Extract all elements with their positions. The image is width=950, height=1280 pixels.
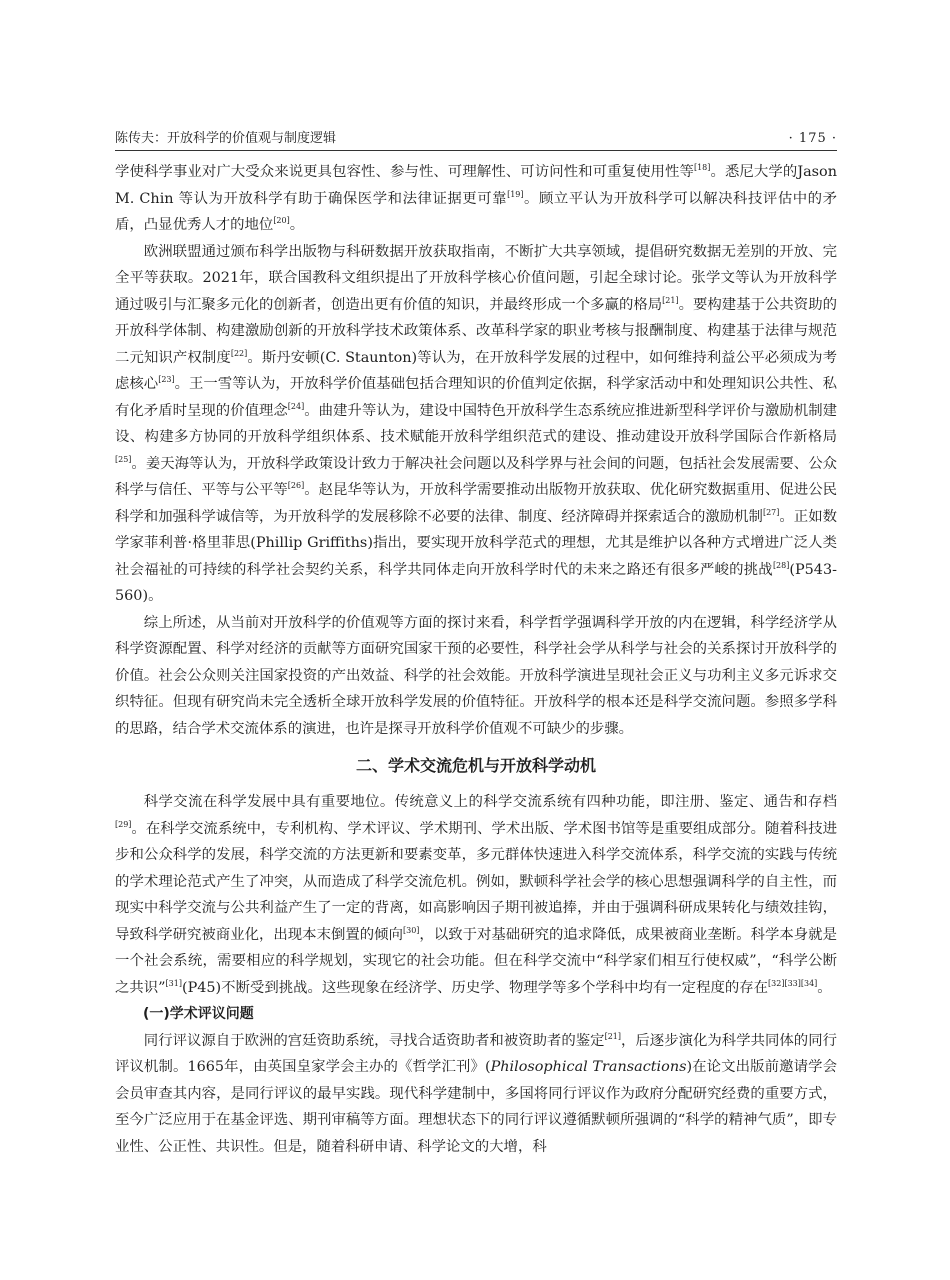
citation: [30]	[402, 925, 420, 935]
citation: [31]	[165, 978, 182, 988]
citation: [23]	[158, 375, 175, 385]
paragraph-4: 科学交流在科学发展中具有重要地位。传统意义上的科学交流系统有四种功能，即注册、鉴定、通告和存档[29]。在科学交流系统中，专利机构、学术评议、学术期刊、学术出版、学术图书馆等是重要组成部分。随着科技进步和公众科学的发展，科学交流的方法更新和要素变革，多元群体快速进入科学交流体系，科学交流的实践与传统的学术理论范式产生了冲突，从而造成了科学交流危机。例如，默顿科学社会学的核心思想强调科学的自主性，而现实中科学交流与公共利益产生了一定的背离，如高影响因子期刊被追捧，并由于强调科研成果转化与绩效挂钩，导致科学研究被商业化，出现本末倒置的倾向[30]，以致于对基础研究的追求降低，成果被商业垄断。科学本身就是一个社会系统，需要相应的科学规划，实现它的社会功能。但在科学交流中“科学家们相互行使权威”，“科学公断之共识”[31](P45)不断受到挑战。这些现象在经济学、历史学、物理学等多个学科中均有一定程度的存在[32][33][34]。	[115, 794, 837, 996]
citation: [24]	[287, 401, 305, 411]
section-heading: 二、学术交流危机与开放科学动机	[355, 756, 596, 775]
citation: [28]	[772, 560, 790, 570]
citation: [21]	[604, 1031, 621, 1041]
citation: [22]	[230, 348, 248, 358]
paragraph-2: 欧洲联盟通过颁布科学出版物与科研数据开放获取指南，不断扩大共享领域，提倡研究数据无差别的开放、完全平等获取。2021年，联合国教科文组织提出了开放科学核心价值问题，引起全球讨论。张学文等认为开放科学通过吸引与汇聚多元化的创新者，创造出更有价值的知识，并最终形成一个多赢的格局[21]。要构建基于公共资助的开放科学体制、构建激励创新的开放科学技术政策体系、改革科学家的职业考核与报酬制度、构建基于法律与规范二元知识产权制度[22]。斯丹安顿(C. Staunton)等认为，在开放科学发展的过程中，如何维持利益公平必须成为考虑核心[23]。王一雪等认为，开放科学价值基础包括合理知识的价值判定依据，科学家活动中和处理知识公共性、私有化矛盾时呈现的价值理念[24]。曲建升等认为，建设中国特色开放科学生态系统应推进新型科学评价与激励机制建设、构建多方协同的开放科学组织体系、技术赋能开放科学组织范式的建设、推动建设开放科学国际合作新格局[25]。姜天海等认为，开放科学政策设计致力于解决社会问题以及科学界与社会间的问题，包括社会发展需要、公众科学与信任、平等与公平等[26]。赵昆华等认为，开放科学需要推动出版物开放获取、优化研究数据重用、促进公民科学和加强科学诚信等，为开放科学的发展移除不必要的法律、制度、经济障碍并探索适合的激励机制[27]。正如数学家菲利普·格里菲思(Phillip Griffiths)指出，要实现开放科学范式的理想，尤其是维护以各种方式增进广泛人类社会福祉的可持续的科学社会契约关系，科学共同体走向开放科学时代的未来之路还有很多严峻的挑战[28](P543-560)。	[115, 243, 837, 604]
paragraph-5: 同行评议源自于欧洲的宫廷资助系统，寻找合适资助者和被资助者的鉴定[21]，后逐步演化为科学共同体的同行评议机制。1665年，由英国皇家学会主办的《哲学汇刊》(Philosophical Transactions)在论文出版前邀请学会会员审查其内容，是同行评议的最早实践。现代科学建制中，多国将同行评议作为政府分配研究经费的重要方式，至今广泛应用于在基金评选、期刊审稿等方面。理想状态下的同行评议遵循默顿所强调的“科学的精神气质”，即专业性、公正性、共识性。但是，随着科研申请、科学论文的大增，科	[115, 1031, 837, 1155]
page-number: · 175 ·	[788, 131, 837, 146]
citation: [29]	[115, 819, 132, 829]
subsection-heading: (一)学术评议问题	[143, 1006, 254, 1022]
citation: [20]	[273, 216, 290, 226]
journal-title: Philosophical Transactions	[490, 1059, 687, 1075]
citation: [18]	[693, 163, 711, 173]
citation: [19]	[507, 189, 524, 199]
citation: [32][33][34]	[768, 978, 818, 988]
article-body	[115, 159, 837, 1160]
citation: [27]	[762, 507, 780, 517]
citation: [21]	[662, 295, 679, 305]
citation: [26]	[287, 481, 305, 491]
citation: [25]	[115, 454, 132, 464]
running-title: 陈传夫：开放科学的价值观与制度逻辑	[115, 131, 337, 146]
running-head	[115, 128, 837, 151]
paragraph-3: 综上所述，从当前对开放科学的价值观等方面的探讨来看，科学哲学强调科学开放的内在逻辑，科学经济学从科学资源配置、科学对经济的贡献等方面研究国家干预的必要性，科学社会学从科学与社会的关系探讨开放科学的价值。社会公众则关注国家投资的产出效益、科学的社会效能。开放科学演进呈现社会正义与功利主义多元诉求交织特征。但现有研究尚未完全透析全球开放科学发展的价值特征。开放科学的根本还是科学交流问题。参照多学科的思路，结合学术交流体系的演进，也许是探寻开放科学价值观不可缺少的步骤。	[115, 614, 837, 737]
journal-page	[115, 128, 837, 1160]
paragraph-1: 学使科学事业对广大受众来说更具包容性、参与性、可理解性、可访问性和可重复使用性等[18]。悉尼大学的Jason M. Chin 等认为开放科学有助于确保医学和法律证据更可靠[19]。顾立平认为开放科学可以解决科技评估中的矛盾，凸显优秀人才的地位[20]。	[115, 163, 837, 233]
